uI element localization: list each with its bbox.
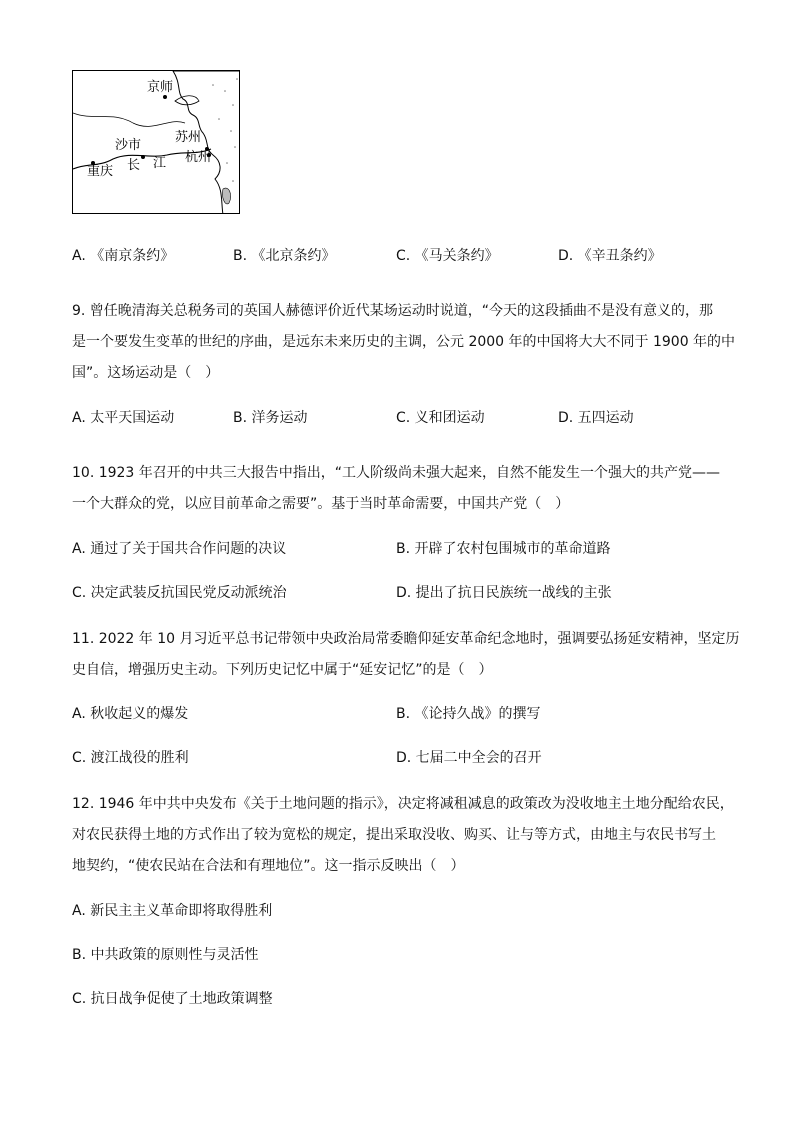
q12-stem-line-2: 对农民获得土地的方式作出了较为宽松的规定，提出采取没收、购买、让与等方式，由地主与农民书写土 [72, 827, 716, 843]
city-dot-shashi [141, 155, 145, 159]
map-label-jiang: 江 [153, 156, 167, 171]
map-figure [72, 70, 240, 214]
map-label-jingshi: 京师 [147, 80, 174, 95]
q10-option-a: A. 通过了关于国共合作问题的决议 [72, 541, 287, 557]
q11-option-a: A. 秋收起义的爆发 [72, 706, 189, 722]
map-label-chongqing: 重庆 [87, 164, 114, 179]
map-label-suzhou: 苏州 [175, 130, 202, 145]
q9-option-b: B. 洋务运动 [233, 410, 308, 426]
q9-stem-line-1: 9. 曾任晚清海关总税务司的英国人赫德评价近代某场运动时说道，“今天的这段插曲不是没有意义的，那 [72, 303, 714, 319]
q11-option-d: D. 七届二中全会的召开 [396, 750, 542, 766]
map-label-shashi: 沙市 [115, 138, 142, 153]
q10-option-c: C. 决定武装反抗国民党反动派统治 [72, 585, 287, 601]
q12-option-a: A. 新民主主义革命即将取得胜利 [72, 903, 273, 919]
q12-stem-line-1: 12. 1946 年中共中央发布《关于土地问题的指示》，决定将减租减息的政策改为没收地主土地分配给农民， [72, 796, 734, 812]
map-label-chang: 长 [127, 158, 141, 173]
q9-stem-line-3: 国”。这场运动是（ ） [72, 365, 220, 381]
q12-stem-line-3: 地契约，“使农民站在合法和有理地位”。这一指示反映出（ ） [72, 858, 465, 874]
q9-option-a: A. 太平天国运动 [72, 410, 175, 426]
q8-option-c: C. 《马关条约》 [396, 248, 499, 264]
q8-option-b: B. 《北京条约》 [233, 248, 336, 264]
q11-stem-line-2: 史自信，增强历史主动。下列历史记忆中属于“延安记忆”的是（ ） [72, 662, 493, 678]
q12-option-c: C. 抗日战争促使了土地政策调整 [72, 991, 273, 1007]
q12-option-b: B. 中共政策的原则性与灵活性 [72, 947, 259, 963]
q9-option-d: D. 五四运动 [558, 410, 634, 426]
q10-stem-line-2: 一个大群众的党，以应目前革命之需要”。基于当时革命需要，中国共产党（ ） [72, 496, 570, 512]
q10-option-d: D. 提出了抗日民族统一战线的主张 [396, 585, 612, 601]
q11-stem-line-1: 11. 2022 年 10 月习近平总书记带领中央政治局常委瞻仰延安革命纪念地时，强调要弘扬延安精神，坚定历 [72, 631, 740, 647]
q10-option-b: B. 开辟了农村包围城市的革命道路 [396, 541, 611, 557]
q9-stem-line-2: 是一个要发生变革的世纪的序曲，是远东未来历史的主调，公元 2000 年的中国将大大不同于 1900 年的中 [72, 334, 736, 350]
q8-option-d: D. 《辛丑条约》 [558, 248, 662, 264]
q11-option-b: B. 《论持久战》的撰写 [396, 706, 541, 722]
map-label-hangzhou: 杭州 [185, 150, 212, 165]
q8-option-a: A. 《南京条约》 [72, 248, 175, 264]
q10-stem-line-1: 10. 1923 年召开的中共三大报告中指出，“工人阶级尚未强大起来，自然不能发生一个强大的共产党—— [72, 465, 721, 481]
q11-option-c: C. 渡江战役的胜利 [72, 750, 189, 766]
q9-option-c: C. 义和团运动 [396, 410, 485, 426]
city-dot-jingshi [163, 95, 167, 99]
yellow-river [73, 113, 185, 126]
